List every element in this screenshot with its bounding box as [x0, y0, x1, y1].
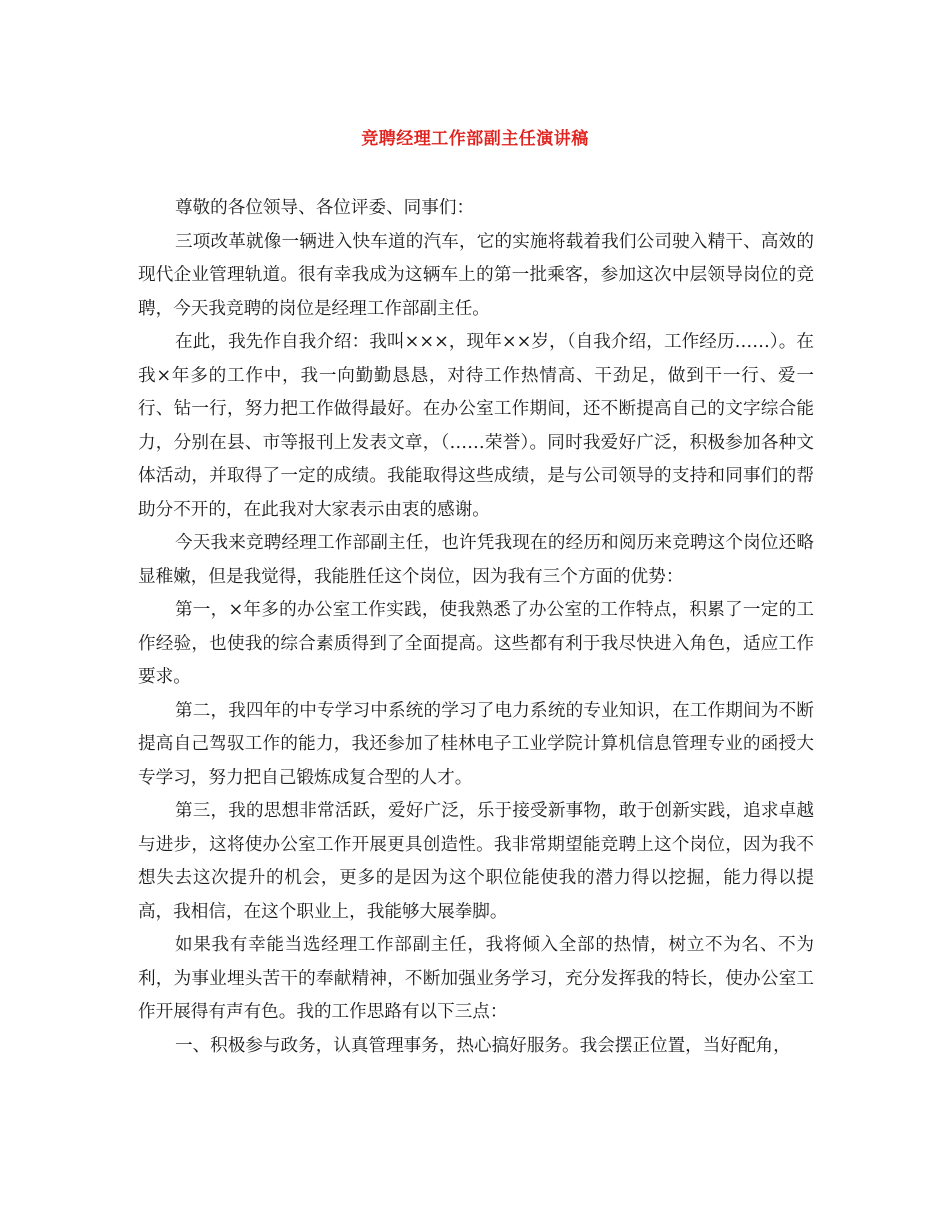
- paragraph-self-introduction: 在此，我先作自我介绍：我叫×××，现年××岁，（自我介绍，工作经历……）。在我×年多的工作中，我一向勤勤恳恳，对待工作热情高、干劲足，做到干一行、爱一行、钻一行，努力把工作做得最好。在办公室工作期间，还不断提高自己的文字综合能力，分别在县、市等报刊上发表文章，（……荣誉）。同时我爱好广泛，积极参加各种文体活动，并取得了一定的成绩。我能取得这些成绩，是与公司领导的支持和同事们的帮助分不开的，在此我对大家表示由衷的感谢。: [138, 332, 814, 520]
- paragraph-salutation: 尊敬的各位领导、各位评委、同事们：: [174, 198, 475, 218]
- paragraph-work-plan: 如果我有幸能当选经理工作部副主任，我将倾入全部的热情，树立不为名、不为利，为事业埋头苦干的奉献精神，不断加强业务学习，充分发挥我的特长，使办公室工作开展得有声有色。我的工作思路有以下三点：: [138, 935, 814, 1022]
- paragraph-advantages-intro: 今天我来竞聘经理工作部副主任，也许凭我现在的经历和阅历来竞聘这个岗位还略显稚嫩，但是我觉得，我能胜任这个岗位，因为我有三个方面的优势：: [138, 533, 814, 587]
- paragraph-advantage-first: 第一，×年多的办公室工作实践，使我熟悉了办公室的工作特点，积累了一定的工作经验，也使我的综合素质得到了全面提高。这些都有利于我尽快进入角色，适应工作要求。: [138, 600, 814, 687]
- document-body: [138, 192, 814, 1063]
- paragraph-advantage-second: 第二，我四年的中专学习中系统的学习了电力系统的专业知识，在工作期间为不断提高自己驾驭工作的能力，我还参加了桂林电子工业学院计算机信息管理专业的函授大专学习，努力把自己锻炼成复合型的人才。: [138, 700, 814, 788]
- paragraph-reform: 三项改革就像一辆进入快车道的汽车，它的实施将载着我们公司驶入精干、高效的现代企业管理轨道。很有幸我成为这辆车上的第一批乘客，参加这次中层领导岗位的竞聘，今天我竞聘的岗位是经理工作部副主任。: [138, 231, 814, 319]
- paragraph-advantage-third: 第三，我的思想非常活跃，爱好广泛，乐于接受新事物，敢于创新实践，追求卓越与进步，这将使办公室工作开展更具创造性。我非常期望能竞聘上这个岗位，因为我不想失去这次提升的机会，更多的是因为这个职位能使我的潜力得以挖掘，能力得以提高，我相信，在这个职业上，我能够大展拳脚。: [138, 801, 814, 922]
- document-title: 竞聘经理工作部副主任演讲稿: [361, 129, 589, 149]
- paragraph-point-one: 一、积极参与政务，认真管理事务，热心搞好服务。我会摆正位置，当好配角，: [174, 1035, 791, 1056]
